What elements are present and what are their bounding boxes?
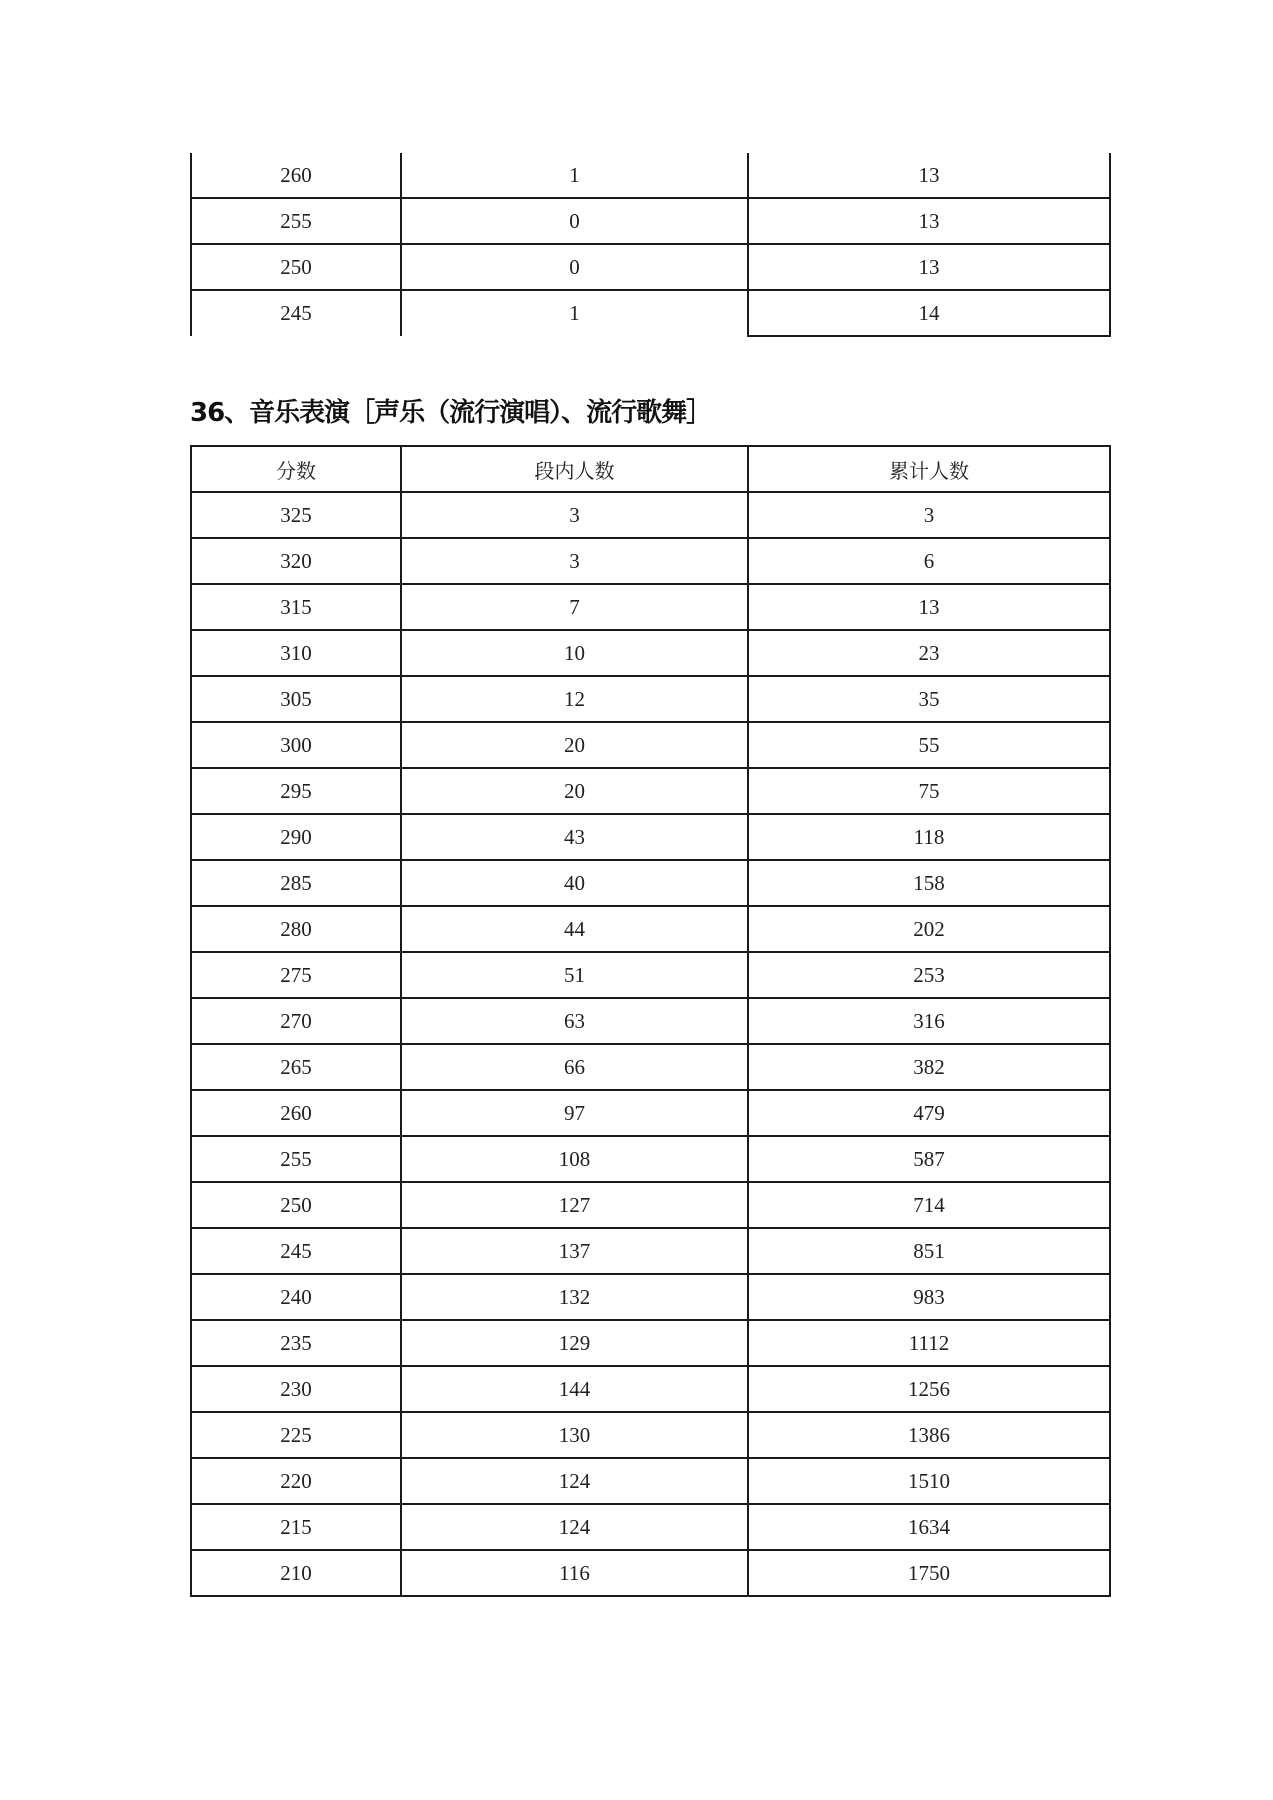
table-row	[191, 906, 1110, 952]
cumulative-count-cell: 23	[748, 630, 1110, 676]
cumulative-count-cell: 316	[748, 998, 1110, 1044]
segment-count-cell: 124	[401, 1458, 748, 1504]
score-cell: 255	[191, 1136, 401, 1182]
score-cell: 260	[191, 153, 401, 198]
segment-count-cell: 40	[401, 860, 748, 906]
score-cell: 245	[191, 290, 401, 336]
segment-count-cell: 129	[401, 1320, 748, 1366]
cumulative-count-cell: 253	[748, 952, 1110, 998]
segment-count-cell: 97	[401, 1090, 748, 1136]
score-cell: 210	[191, 1550, 401, 1596]
table-row	[191, 814, 1110, 860]
cumulative-count-cell: 479	[748, 1090, 1110, 1136]
score-table-continued-body	[191, 153, 1110, 336]
segment-count-cell: 124	[401, 1504, 748, 1550]
cumulative-count-cell: 14	[748, 290, 1110, 336]
segment-count-cell: 51	[401, 952, 748, 998]
score-cell: 275	[191, 952, 401, 998]
segment-count-cell: 66	[401, 1044, 748, 1090]
score-distribution-body	[191, 492, 1110, 1596]
cumulative-count-cell: 3	[748, 492, 1110, 538]
cumulative-count-cell: 75	[748, 768, 1110, 814]
table-row	[191, 492, 1110, 538]
cumulative-count-cell: 13	[748, 198, 1110, 244]
table-row	[191, 998, 1110, 1044]
segment-count-cell: 144	[401, 1366, 748, 1412]
table-row	[191, 768, 1110, 814]
table-row	[191, 1412, 1110, 1458]
segment-count-cell: 7	[401, 584, 748, 630]
score-cell: 265	[191, 1044, 401, 1090]
score-cell: 285	[191, 860, 401, 906]
score-cell: 240	[191, 1274, 401, 1320]
table-row	[191, 1504, 1110, 1550]
table-row	[191, 1044, 1110, 1090]
cumulative-count-cell: 35	[748, 676, 1110, 722]
cumulative-count-cell: 118	[748, 814, 1110, 860]
score-cell: 270	[191, 998, 401, 1044]
header-row	[191, 446, 1110, 492]
segment-count-cell: 137	[401, 1228, 748, 1274]
score-cell: 280	[191, 906, 401, 952]
segment-count-cell: 63	[401, 998, 748, 1044]
table-row	[191, 1090, 1110, 1136]
score-cell: 230	[191, 1366, 401, 1412]
cumulative-count-cell: 6	[748, 538, 1110, 584]
segment-count-cell: 12	[401, 676, 748, 722]
table-row	[191, 722, 1110, 768]
score-cell: 260	[191, 1090, 401, 1136]
table-row	[191, 153, 1110, 198]
segment-count-cell: 44	[401, 906, 748, 952]
cumulative-count-cell: 983	[748, 1274, 1110, 1320]
score-cell: 250	[191, 244, 401, 290]
score-distribution-table	[190, 445, 1111, 1597]
segment-count-cell: 3	[401, 492, 748, 538]
score-cell: 225	[191, 1412, 401, 1458]
cumulative-count-cell: 382	[748, 1044, 1110, 1090]
cumulative-count-cell: 714	[748, 1182, 1110, 1228]
score-cell: 220	[191, 1458, 401, 1504]
score-cell: 310	[191, 630, 401, 676]
segment-count-cell: 0	[401, 244, 748, 290]
table-header	[191, 446, 1110, 492]
cumulative-count-cell: 55	[748, 722, 1110, 768]
score-cell: 245	[191, 1228, 401, 1274]
table-row	[191, 1228, 1110, 1274]
segment-count-cell: 20	[401, 722, 748, 768]
table-row	[191, 1182, 1110, 1228]
cumulative-count-cell: 158	[748, 860, 1110, 906]
score-cell: 250	[191, 1182, 401, 1228]
score-cell: 290	[191, 814, 401, 860]
cumulative-count-cell: 13	[748, 153, 1110, 198]
score-cell: 325	[191, 492, 401, 538]
cumulative-count-cell: 1750	[748, 1550, 1110, 1596]
segment-count-cell: 3	[401, 538, 748, 584]
cumulative-count-cell: 13	[748, 584, 1110, 630]
table-row	[191, 1274, 1110, 1320]
segment-count-cell: 20	[401, 768, 748, 814]
table-row	[191, 584, 1110, 630]
table-row	[191, 676, 1110, 722]
segment-count-cell: 0	[401, 198, 748, 244]
cumulative-count-cell: 1256	[748, 1366, 1110, 1412]
segment-count-cell: 132	[401, 1274, 748, 1320]
table-row	[191, 198, 1110, 244]
segment-count-cell: 116	[401, 1550, 748, 1596]
cumulative-count-cell: 587	[748, 1136, 1110, 1182]
score-cell: 215	[191, 1504, 401, 1550]
header-segment-count: 段内人数	[401, 446, 748, 492]
table-row	[191, 630, 1110, 676]
segment-count-cell: 43	[401, 814, 748, 860]
score-cell: 235	[191, 1320, 401, 1366]
score-cell: 255	[191, 198, 401, 244]
header-cumulative-count: 累计人数	[748, 446, 1110, 492]
score-cell: 295	[191, 768, 401, 814]
score-cell: 300	[191, 722, 401, 768]
table-row	[191, 1320, 1110, 1366]
cumulative-count-cell: 13	[748, 244, 1110, 290]
score-table-continued	[190, 153, 1111, 337]
cumulative-count-cell: 1634	[748, 1504, 1110, 1550]
score-cell: 305	[191, 676, 401, 722]
table-row	[191, 290, 1110, 336]
table-row	[191, 1458, 1110, 1504]
cumulative-count-cell: 1112	[748, 1320, 1110, 1366]
table-row	[191, 1136, 1110, 1182]
score-cell: 315	[191, 584, 401, 630]
segment-count-cell: 127	[401, 1182, 748, 1228]
table-row	[191, 860, 1110, 906]
table-row	[191, 1550, 1110, 1596]
table-row	[191, 952, 1110, 998]
section-heading: 36、音乐表演［声乐（流行演唱）、流行歌舞］	[190, 398, 712, 428]
cumulative-count-cell: 1386	[748, 1412, 1110, 1458]
segment-count-cell: 108	[401, 1136, 748, 1182]
cumulative-count-cell: 202	[748, 906, 1110, 952]
cumulative-count-cell: 851	[748, 1228, 1110, 1274]
table-row	[191, 1366, 1110, 1412]
segment-count-cell: 130	[401, 1412, 748, 1458]
score-cell: 320	[191, 538, 401, 584]
segment-count-cell: 1	[401, 290, 748, 336]
table-row	[191, 244, 1110, 290]
header-score: 分数	[191, 446, 401, 492]
segment-count-cell: 1	[401, 153, 748, 198]
cumulative-count-cell: 1510	[748, 1458, 1110, 1504]
segment-count-cell: 10	[401, 630, 748, 676]
table-row	[191, 538, 1110, 584]
